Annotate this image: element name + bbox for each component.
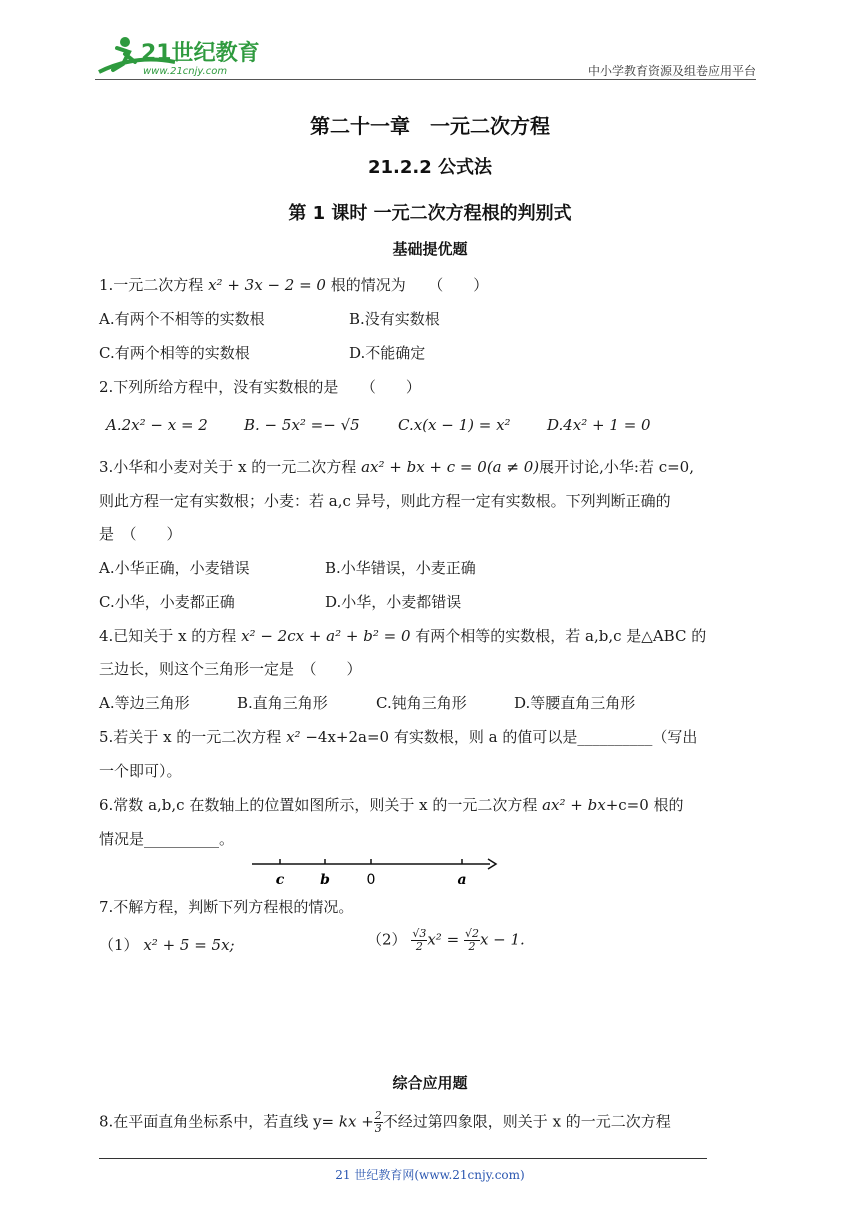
lesson-title: 第 1 课时 一元二次方程根的判别式 — [288, 203, 572, 224]
q4-line1: 4.已知关于 x 的方程 x² − 2cx + a² + b² = 0 有两个相等的实数根，若 a,b,c 是△ABC 的 — [99, 627, 707, 645]
q1-option-c: C.有两个相等的实数根 — [99, 344, 250, 362]
q6-line2: 情况是__________。 — [99, 830, 235, 848]
label-0: 0 — [366, 872, 376, 888]
logo-text: 21世纪教育 — [141, 41, 260, 66]
q7-part1-equation: x² + 5 = 5x; — [143, 936, 235, 954]
q3-option-c: C.小华，小麦都正确 — [99, 593, 235, 611]
q5-line1: 5.若关于 x 的一元二次方程 x² −4x+2a=0 有实数根，则 a 的值可以是__________（写出 — [99, 728, 698, 746]
chapter-title: 第二十一章 一元二次方程 — [310, 114, 550, 138]
q1-equation: x² + 3x − 2 = 0 — [208, 276, 326, 294]
logo-url: www.21cnjy.com — [143, 66, 228, 77]
q3-option-d: D.小华，小麦都错误 — [325, 593, 462, 611]
site-logo — [95, 32, 265, 78]
q3-line1: 3.小华和小麦对关于 x 的一元二次方程 ax² + bx + c = 0(a ≠ 0)展开讨论,小华:若 c=0, — [99, 458, 694, 476]
header-rule — [95, 79, 756, 80]
q5-line2: 一个即可）。 — [99, 762, 182, 780]
q3-equation: ax² + bx + c = 0(a ≠ 0) — [361, 458, 540, 476]
label-c: c — [275, 872, 285, 888]
q8-line1: 8.在平面直角坐标系中，若直线 y= kx + $\frac{2}{3}$ 不经过第四象限，则关于 x 的一元二次方程 — [99, 1109, 671, 1135]
q3-line3: 是 （ ） — [99, 525, 182, 543]
q8-expression: kx + — [338, 1112, 374, 1131]
q3-option-a: A.小华正确，小麦错误 — [99, 559, 250, 577]
label-b: b — [320, 872, 330, 888]
comprehensive-heading: 综合应用题 — [392, 1074, 468, 1092]
q2-option-b: B. − 5x² =− √5 — [244, 416, 360, 434]
q7-stem: 7.不解方程，判断下列方程根的情况。 — [99, 898, 354, 916]
platform-name: 中小学教育资源及组卷应用平台 — [587, 64, 756, 78]
q3-line2: 则此方程一定有实数根；小麦：若 a,c 异号，则此方程一定有实数根。下列判断正确的 — [99, 492, 671, 510]
q1-option-a: A.有两个不相等的实数根 — [99, 310, 265, 328]
q6-line1: 6.常数 a,b,c 在数轴上的位置如图所示，则关于 x 的一元二次方程 ax² + bx+c=0 根的 — [99, 796, 684, 814]
q1-stem: 1.一元二次方程 x² + 3x − 2 = 0 根的情况为 （ ） — [99, 276, 489, 294]
q3-option-b: B.小华错误，小麦正确 — [325, 559, 476, 577]
section-title: 21.2.2 公式法 — [367, 157, 493, 178]
q4-option-b: B.直角三角形 — [237, 694, 328, 712]
footer-text: 21 世纪教育网(www.21cnjy.com) — [335, 1168, 525, 1182]
q2-option-d: D.4x² + 1 = 0 — [547, 416, 651, 434]
basic-heading: 基础提优题 — [392, 240, 468, 258]
q7-part2: （2） $\frac{√3}{2}$ x² = $\frac{√2}{2}$ x − 1. — [367, 927, 525, 953]
q4-option-c: C.钝角三角形 — [376, 694, 467, 712]
q6-equation: ax² + bx — [542, 796, 606, 814]
q4-line2: 三边长，则这个三角形一定是 （ ） — [99, 660, 362, 678]
q4-option-a: A.等边三角形 — [99, 694, 190, 712]
q1-option-b: B.没有实数根 — [349, 310, 440, 328]
q1-option-d: D.不能确定 — [349, 344, 426, 362]
q2-stem: 2.下列所给方程中，没有实数根的是 （ ） — [99, 378, 421, 396]
footer-rule — [99, 1158, 707, 1159]
q4-equation: x² − 2cx + a² + b² = 0 — [241, 627, 411, 645]
q2-option-c: C.x(x − 1) = x² — [398, 416, 511, 434]
label-a: a — [457, 872, 467, 888]
q4-option-d: D.等腰直角三角形 — [514, 694, 636, 712]
q2-option-a: A.2x² − x = 2 — [106, 416, 208, 434]
number-line-figure — [250, 850, 500, 890]
q7-part1: （1） x² + 5 = 5x; — [99, 936, 235, 954]
q5-equation: x² — [286, 728, 301, 746]
